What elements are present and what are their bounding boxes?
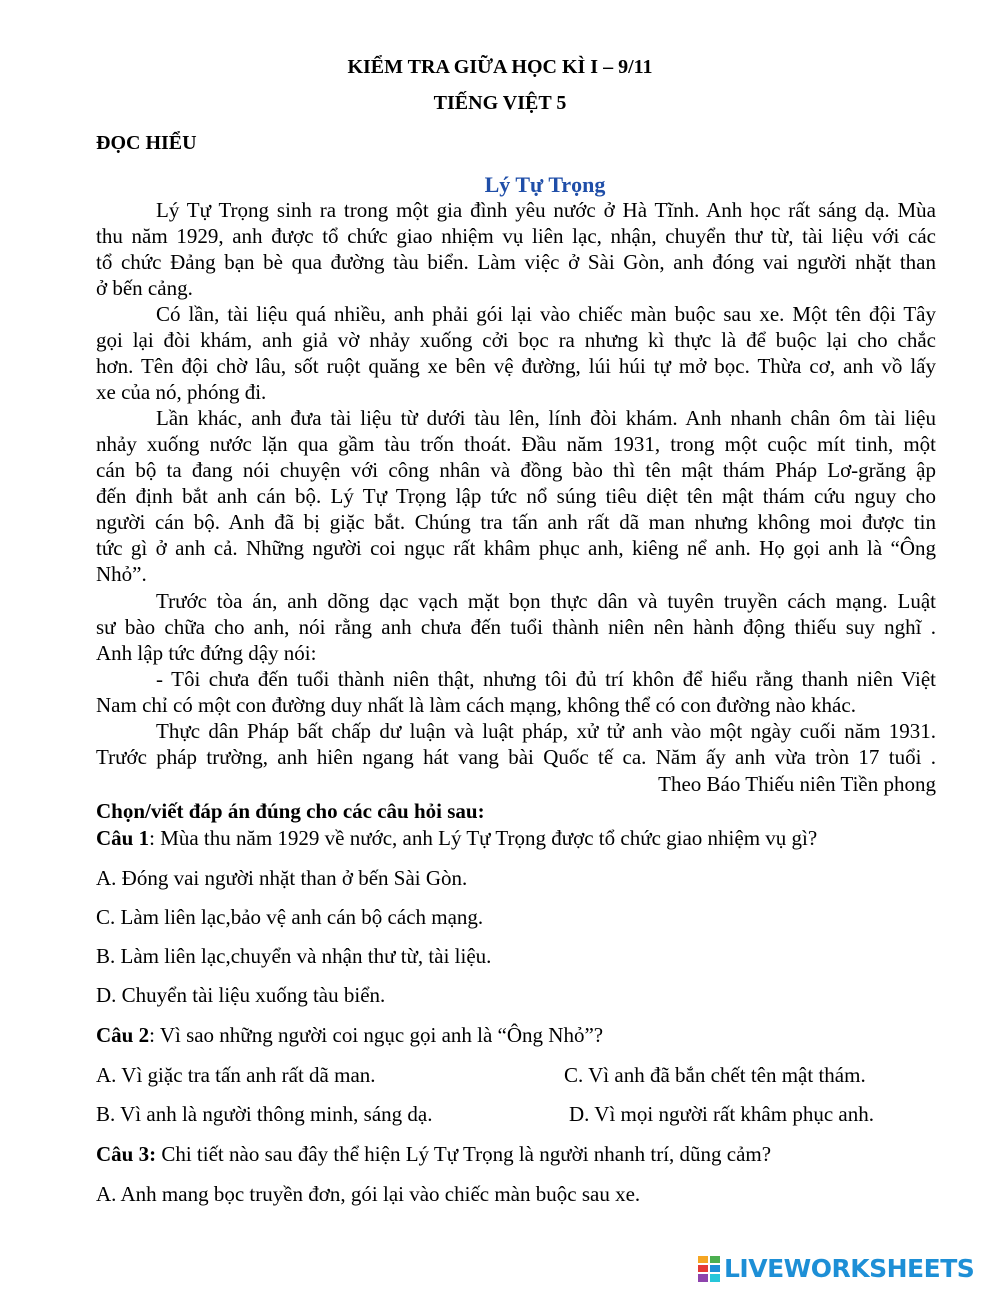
question-label: Câu 3: bbox=[96, 1142, 157, 1166]
answer-option[interactable]: A. Anh mang bọc truyền đơn, gói lại vào chiếc màn buộc sau xe. bbox=[96, 1182, 641, 1206]
story-line: Lần khác, anh đưa tài liệu từ dưới tàu lên, lính đòi khám. Anh nhanh chân ôm tài liệu bbox=[156, 406, 936, 430]
liveworksheets-logo[interactable] bbox=[698, 1254, 974, 1284]
story-line: Nhỏ”. bbox=[96, 562, 147, 586]
question-3 bbox=[96, 1142, 771, 1167]
story-line: xe của nó, phóng đi. bbox=[96, 380, 267, 404]
answer-option[interactable]: D. Chuyển tài liệu xuống tàu biển. bbox=[96, 983, 386, 1007]
question-1 bbox=[96, 826, 817, 851]
exam-title: KIỂM TRA GIỮA HỌC KÌ I – 9/11 bbox=[347, 56, 653, 78]
story-line: đến định bắt anh cán bộ. Lý Tự Trọng lập tức nổ súng tiêu diệt tên mật thám cứu nguy cho bbox=[96, 484, 936, 508]
question-text: Chi tiết nào sau đây thể hiện Lý Tự Trọng là người nhanh trí, dũng cảm? bbox=[156, 1142, 772, 1166]
logo-text: LIVEWORKSHEETS bbox=[724, 1254, 975, 1283]
story-line: tổ chức Đảng bạn bè qua đường tàu biển. Làm việc ở Sài Gòn, anh đóng vai người nhặt than bbox=[96, 250, 936, 274]
question-label: Câu 1 bbox=[96, 826, 150, 850]
story-line: Trước tòa án, anh dõng dạc vạch mặt bọn thực dân và tuyên truyền cách mạng. Luật bbox=[156, 589, 936, 613]
question-text: : Mùa thu năm 1929 về nước, anh Lý Tự Trọng được tổ chức giao nhiệm vụ gì? bbox=[149, 826, 818, 850]
answer-option[interactable]: A. Vì giặc tra tấn anh rất dã man. bbox=[96, 1063, 376, 1087]
answer-option[interactable]: C. Làm liên lạc,bảo vệ anh cán bộ cách mạng. bbox=[96, 905, 484, 929]
answer-option[interactable]: B. Làm liên lạc,chuyển và nhận thư từ, tài liệu. bbox=[96, 944, 492, 968]
answer-option[interactable]: C. Vì anh đã bắn chết tên mật thám. bbox=[564, 1063, 866, 1087]
story-line: ở bến cảng. bbox=[96, 276, 193, 300]
story-line: nhảy xuống nước lặn qua gầm tàu trốn thoát. Đầu năm 1931, trong một cuộc mít tinh, một bbox=[96, 432, 936, 456]
question-2 bbox=[96, 1023, 603, 1048]
story-line: Anh lập tức đứng dậy nói: bbox=[96, 641, 317, 665]
story-line: sư bào chữa cho anh, nói rằng anh chưa đến tuổi thành niên nên hành động thiếu suy nghĩ . bbox=[96, 615, 936, 639]
question-text: : Vì sao những người coi ngục gọi anh là “Ông Nhỏ”? bbox=[149, 1023, 604, 1047]
story-line: - Tôi chưa đến tuổi thành niên thật, nhưng tôi đủ trí khôn để hiểu rằng thanh niên Việt bbox=[156, 667, 936, 691]
story-line: cán bộ ta đang nói chuyện với công nhân và đồng bào thì tên mật thám Pháp Lơ-grăng ập bbox=[96, 458, 936, 482]
story-source: Theo Báo Thiếu niên Tiền phong bbox=[658, 772, 936, 796]
questions-instruction: Chọn/viết đáp án đúng cho các câu hỏi sau: bbox=[96, 799, 485, 823]
story-line: tức gì ở anh cả. Những người coi ngục rất khâm phục anh, kiêng nể anh. Họ gọi anh là “Ông bbox=[96, 536, 936, 560]
story-line: người cán bộ. Anh đã bị giặc bắt. Chúng tra tấn anh rất dã man nhưng không moi được tin bbox=[96, 510, 936, 534]
liveworksheets-logo-icon bbox=[698, 1256, 720, 1282]
story-title: Lý Tự Trọng bbox=[484, 172, 606, 197]
section-title: ĐỌC HIỂU bbox=[96, 132, 197, 154]
answer-option[interactable]: A. Đóng vai người nhặt than ở bến Sài Gòn. bbox=[96, 866, 468, 890]
story-line: Thực dân Pháp bất chấp dư luận và luật pháp, xử tử anh vào một ngày cuối năm 1931. bbox=[156, 719, 936, 743]
story-line: thu năm 1929, anh được tổ chức giao nhiệm vụ liên lạc, nhận, chuyển thư từ, tài liệu với các bbox=[96, 224, 936, 248]
answer-option[interactable]: B. Vì anh là người thông minh, sáng dạ. bbox=[96, 1102, 433, 1126]
story-line: Nam chỉ có một con đường duy nhất là làm cách mạng, không thể có con đường nào khác. bbox=[96, 693, 856, 717]
question-label: Câu 2 bbox=[96, 1023, 150, 1047]
subject-title: TIẾNG VIỆT 5 bbox=[433, 92, 567, 114]
story-line: Có lần, tài liệu quá nhiều, anh phải gói lại vào chiếc màn buộc sau xe. Một tên đội Tây bbox=[156, 302, 936, 326]
story-line: Lý Tự Trọng sinh ra trong một gia đình yêu nước ở Hà Tĩnh. Anh học rất sáng dạ. Mùa bbox=[156, 198, 936, 222]
answer-option[interactable]: D. Vì mọi người rất khâm phục anh. bbox=[569, 1102, 874, 1126]
story-line: gọi lại đòi khám, anh giả vờ nhảy xuống cởi bọc ra nhưng kì thực là để buộc lại cho chắc bbox=[96, 328, 936, 352]
story-line: Trước pháp trường, anh hiên ngang hát vang bài Quốc tế ca. Năm ấy anh vừa tròn 17 tuổi . bbox=[96, 745, 936, 769]
story-line: hơn. Tên đội chờ lâu, sốt ruột quăng xe bên vệ đường, lúi húi tự mở bọc. Thừa cơ, anh vồ lấy bbox=[96, 354, 936, 378]
